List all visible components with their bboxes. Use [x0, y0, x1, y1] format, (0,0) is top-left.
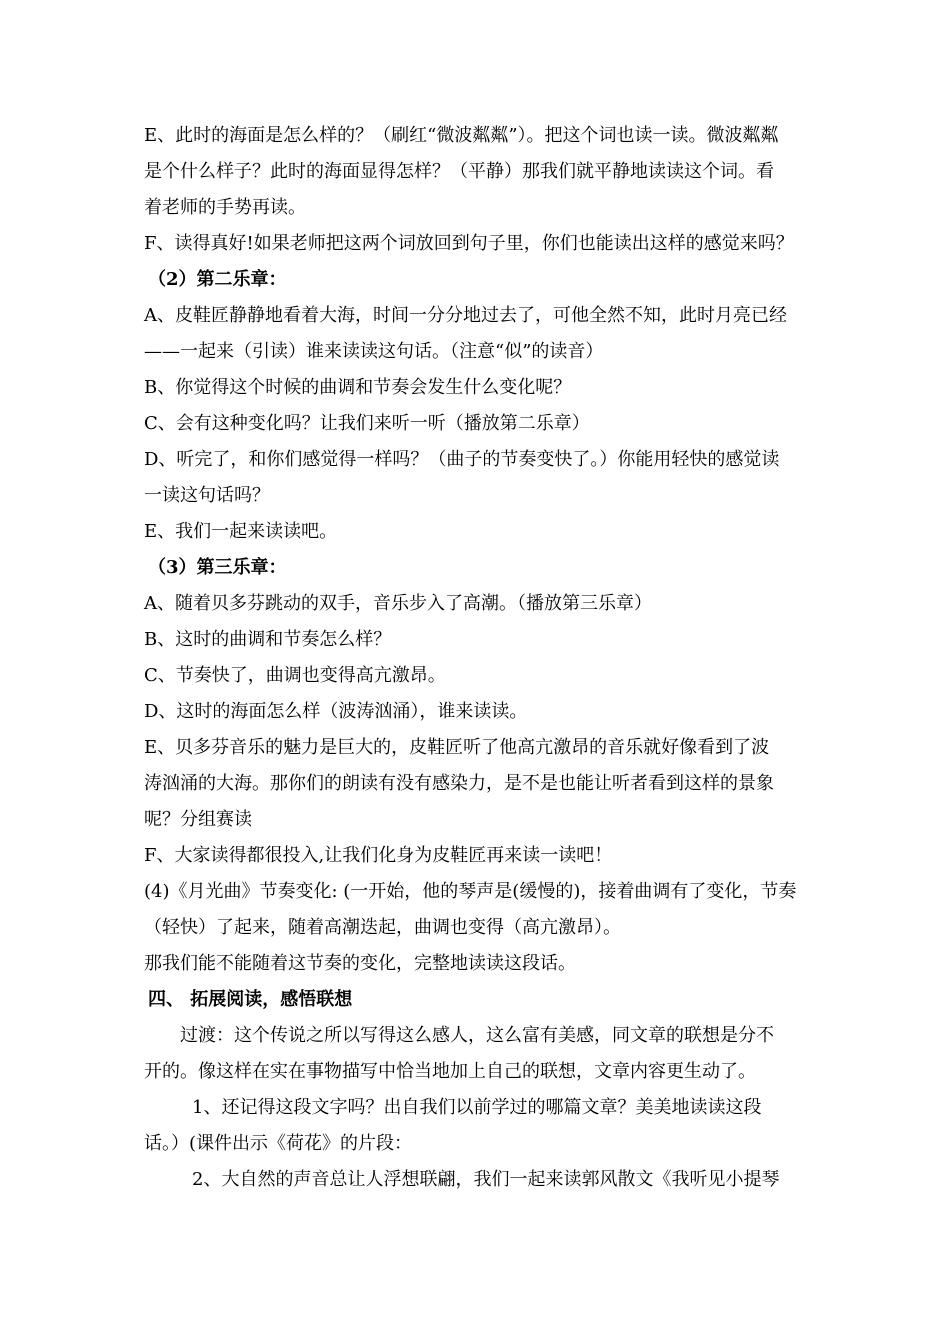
text-line: A、皮鞋匠静静地看着大海，时间一分分地过去了，可他全然不知，此时月亮已经 [144, 305, 787, 326]
text-line: E、贝多芬音乐的魅力是巨大的，皮鞋匠听了他高亢激昂的音乐就好像看到了波 [144, 737, 770, 758]
text-line: （轻快）了起来，随着高潮迭起，曲调也变得（高亢激昂）。 [144, 917, 621, 938]
text-line: B、这时的曲调和节奏怎么样？ [144, 629, 392, 650]
section-heading: （2）第二乐章： [148, 269, 287, 290]
text-line: F、读得真好!如果老师把这两个词放回到句子里，你们也能读出这样的感觉来吗？ [144, 233, 794, 254]
text-line: 开的。像这样在实在事物描写中恰当地加上自己的联想，文章内容更生动了。 [144, 1061, 756, 1082]
document-body [144, 118, 844, 1198]
text-line: 一读这句话吗？ [144, 485, 270, 506]
text-line: D、这时的海面怎么样（波涛汹涌），谁来读读。 [144, 701, 528, 722]
text-line: 话。）(课件出示《荷花》的片段： [144, 1133, 413, 1154]
section-heading: （3）第三乐章： [148, 557, 287, 578]
text-line: D、听完了，和你们感觉得一样吗？（曲子的节奏变快了。）你能用轻快的感觉读 [144, 449, 780, 470]
text-line: 1、还记得这段文字吗？出自我们以前学过的哪篇文章？美美地读读这段 [192, 1097, 762, 1118]
text-line: 着老师的手势再读。 [144, 197, 306, 218]
text-line: 2、大自然的声音总让人浮想联翩，我们一起来读郭风散文《我听见小提琴 [192, 1169, 780, 1190]
text-line: 过渡：这个传说之所以写得这么感人，这么富有美感，同文章的联想是分不 [180, 1025, 774, 1046]
text-line: E、此时的海面是怎么样的？（刷红“微波粼粼”）。把这个词也读一读。微波粼粼 [144, 125, 779, 146]
text-line: 是个什么样子？此时的海面显得怎样？（平静）那我们就平静地读读这个词。看 [144, 161, 774, 182]
text-line: (4)《月光曲》节奏变化: (一开始，他的琴声是(缓慢的)，接着曲调有了变化，节奏 [144, 881, 797, 902]
text-line: 涛汹涌的大海。那你们的朗读有没有感染力，是不是也能让听者看到这样的景象 [144, 773, 774, 794]
text-line: 呢？分组赛读 [144, 809, 252, 830]
section-heading: 四、 拓展阅读，感悟联想 [148, 989, 353, 1010]
text-line: B、你觉得这个时候的曲调和节奏会发生什么变化呢？ [144, 377, 572, 398]
text-line: C、会有这种变化吗？让我们来听一听（播放第二乐章） [144, 413, 590, 434]
text-line: 那我们能不能随着这节奏的变化，完整地读读这段话。 [144, 953, 576, 974]
text-line: ——一起来（引读）谁来读读这句话。（注意“似”的读音） [144, 341, 604, 362]
text-line: C、节奏快了，曲调也变得高亢激昂。 [144, 665, 446, 686]
text-line: F、大家读得都很投入,让我们化身为皮鞋匠再来读一读吧！ [144, 845, 613, 866]
text-line: A、随着贝多芬跳动的双手，音乐步入了高潮。（播放第三乐章） [144, 593, 652, 614]
text-line: E、我们一起来读读吧。 [144, 521, 338, 542]
